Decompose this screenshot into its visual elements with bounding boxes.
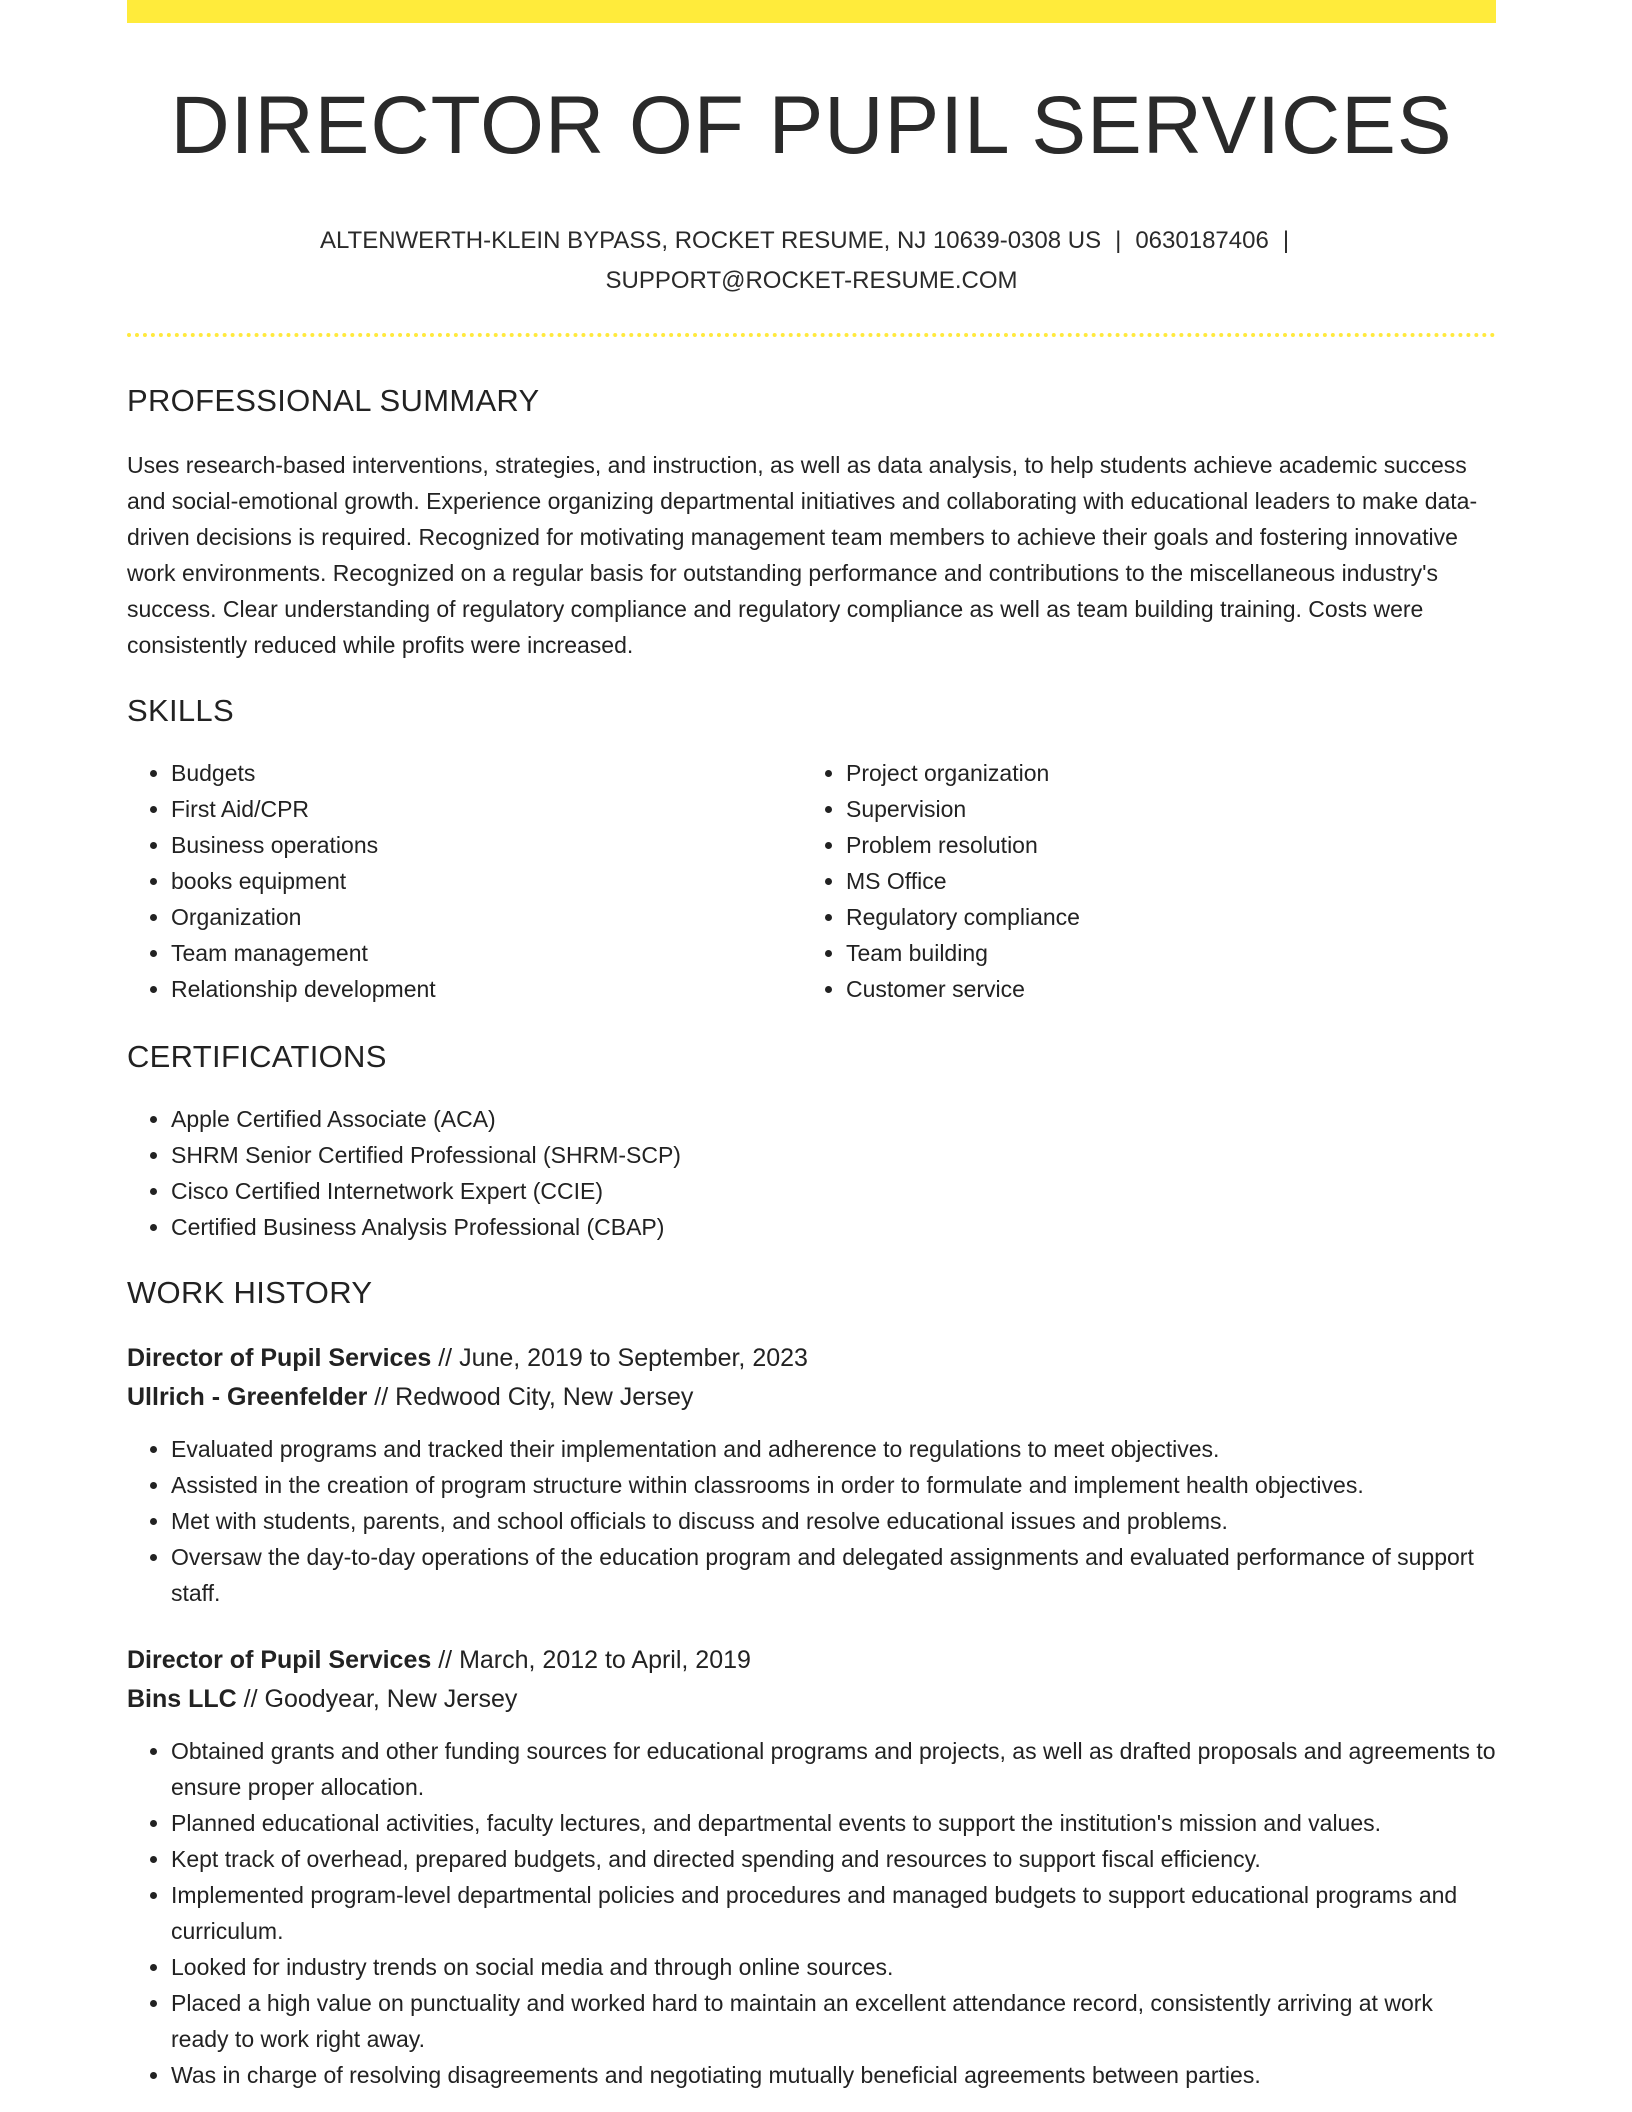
job-duty: • Obtained grants and other funding sources for educational programs and projects, as well as drafted proposals and agreements to ensure proper allocation. bbox=[171, 1733, 1496, 1805]
skills-column-left bbox=[127, 755, 802, 1007]
resume-name: DIRECTOR OF PUPIL SERVICES bbox=[170, 80, 1453, 171]
job-location: // Goodyear, New Jersey bbox=[236, 1685, 518, 1714]
job-duty: • Kept track of overhead, prepared budgets, and directed spending and resources to support fiscal efficiency. bbox=[171, 1841, 1496, 1877]
skill-item: • Project organization bbox=[846, 755, 1496, 791]
job-title-line bbox=[127, 1339, 1496, 1378]
job-role: Director of Pupil Services bbox=[127, 1646, 432, 1675]
contact-info bbox=[127, 221, 1496, 301]
skill-item: • Budgets bbox=[171, 755, 802, 791]
job-entry bbox=[127, 1641, 1496, 2093]
job-duty: • Looked for industry trends on social media and through online sources. bbox=[171, 1949, 1496, 1985]
skills-list bbox=[127, 755, 1496, 1007]
contact-separator: | bbox=[1282, 227, 1290, 255]
job-duty: • Oversaw the day-to-day operations of the education program and delegated assignments and evaluated performance of support staff. bbox=[171, 1539, 1496, 1611]
job-duty: • Assisted in the creation of program structure within classrooms in order to formulate and implement health objectives. bbox=[171, 1467, 1496, 1503]
job-duties-list bbox=[127, 1733, 1496, 2093]
skill-item: • First Aid/CPR bbox=[171, 791, 802, 827]
job-duty: • Was in charge of resolving disagreements and negotiating mutually beneficial agreements between parties. bbox=[171, 2057, 1496, 2093]
skill-item: • Organization bbox=[171, 899, 802, 935]
contact-separator: | bbox=[1115, 227, 1122, 255]
certifications-list bbox=[127, 1101, 1496, 1245]
skills-heading: SKILLS bbox=[127, 693, 234, 729]
job-duty: • Evaluated programs and tracked their implementation and adherence to regulations to meet objectives. bbox=[171, 1431, 1496, 1467]
job-location: // Redwood City, New Jersey bbox=[367, 1383, 694, 1412]
job-entry bbox=[127, 1339, 1496, 1611]
summary-text: Uses research-based interventions, strategies, and instruction, as well as data analysis, to help students achieve academic success and social-emotional growth. Experience organizing departmental initiatives and collaborating with educational leaders to make data-driven decisions is required. Recognized for motivating management team members to achieve their goals and fostering innovative work environments. Recognized on a regular basis for outstanding performance and contributions to the miscellaneous industry's success. Clear understanding of regulatory compliance and regulatory compliance as well as team building training. Costs were consistently reduced while profits were increased. bbox=[127, 452, 1478, 659]
skill-item: • MS Office bbox=[846, 863, 1496, 899]
job-duty: • Placed a high value on punctuality and worked hard to maintain an excellent attendance record, consistently arriving at work ready to work right away. bbox=[171, 1985, 1496, 2057]
job-dates: // March, 2012 to April, 2019 bbox=[431, 1646, 751, 1675]
skill-item: • Business operations bbox=[171, 827, 802, 863]
job-duty: • Implemented program-level departmental policies and procedures and managed budgets to support educational programs and curriculum. bbox=[171, 1877, 1496, 1949]
accent-top-bar bbox=[127, 0, 1496, 23]
skill-item: • Team management bbox=[171, 935, 802, 971]
skills-column-right bbox=[802, 755, 1496, 1007]
certification-item: • Apple Certified Associate (ACA) bbox=[171, 1101, 1496, 1137]
skill-item: • Relationship development bbox=[171, 971, 802, 1007]
contact-email[interactable]: SUPPORT@ROCKET-RESUME.COM bbox=[605, 267, 1018, 295]
certification-item: • SHRM Senior Certified Professional (SHRM-SCP) bbox=[171, 1137, 1496, 1173]
skill-item: • Problem resolution bbox=[846, 827, 1496, 863]
resume-page bbox=[127, 0, 1496, 2093]
job-duties-list bbox=[127, 1431, 1496, 1611]
skill-item: • Regulatory compliance bbox=[846, 899, 1496, 935]
work-history-heading: WORK HISTORY bbox=[127, 1275, 373, 1311]
job-company: Bins LLC bbox=[127, 1685, 237, 1714]
job-dates: // June, 2019 to September, 2023 bbox=[431, 1344, 808, 1373]
job-title-line bbox=[127, 1641, 1496, 1680]
skill-item: • Supervision bbox=[846, 791, 1496, 827]
certification-item: • Certified Business Analysis Professional (CBAP) bbox=[171, 1209, 1496, 1245]
job-company-line bbox=[127, 1378, 1496, 1417]
certifications-heading: CERTIFICATIONS bbox=[127, 1039, 387, 1075]
job-company: Ullrich - Greenfelder bbox=[127, 1383, 368, 1412]
skill-item: • books equipment bbox=[171, 863, 802, 899]
job-role: Director of Pupil Services bbox=[127, 1344, 432, 1373]
job-company-line bbox=[127, 1680, 1496, 1719]
summary-heading: PROFESSIONAL SUMMARY bbox=[127, 383, 540, 419]
contact-address: ALTENWERTH-KLEIN BYPASS, ROCKET RESUME, NJ 10639-0308 US bbox=[319, 227, 1102, 255]
skill-item: • Team building bbox=[846, 935, 1496, 971]
contact-phone: 0630187406 bbox=[1135, 227, 1269, 255]
skill-item: • Customer service bbox=[846, 971, 1496, 1007]
job-duty: • Planned educational activities, faculty lectures, and departmental events to support the institution's mission and values. bbox=[171, 1805, 1496, 1841]
dotted-divider bbox=[127, 333, 1496, 337]
certification-item: • Cisco Certified Internetwork Expert (CCIE) bbox=[171, 1173, 1496, 1209]
job-duty: • Met with students, parents, and school officials to discuss and resolve educational issues and problems. bbox=[171, 1503, 1496, 1539]
